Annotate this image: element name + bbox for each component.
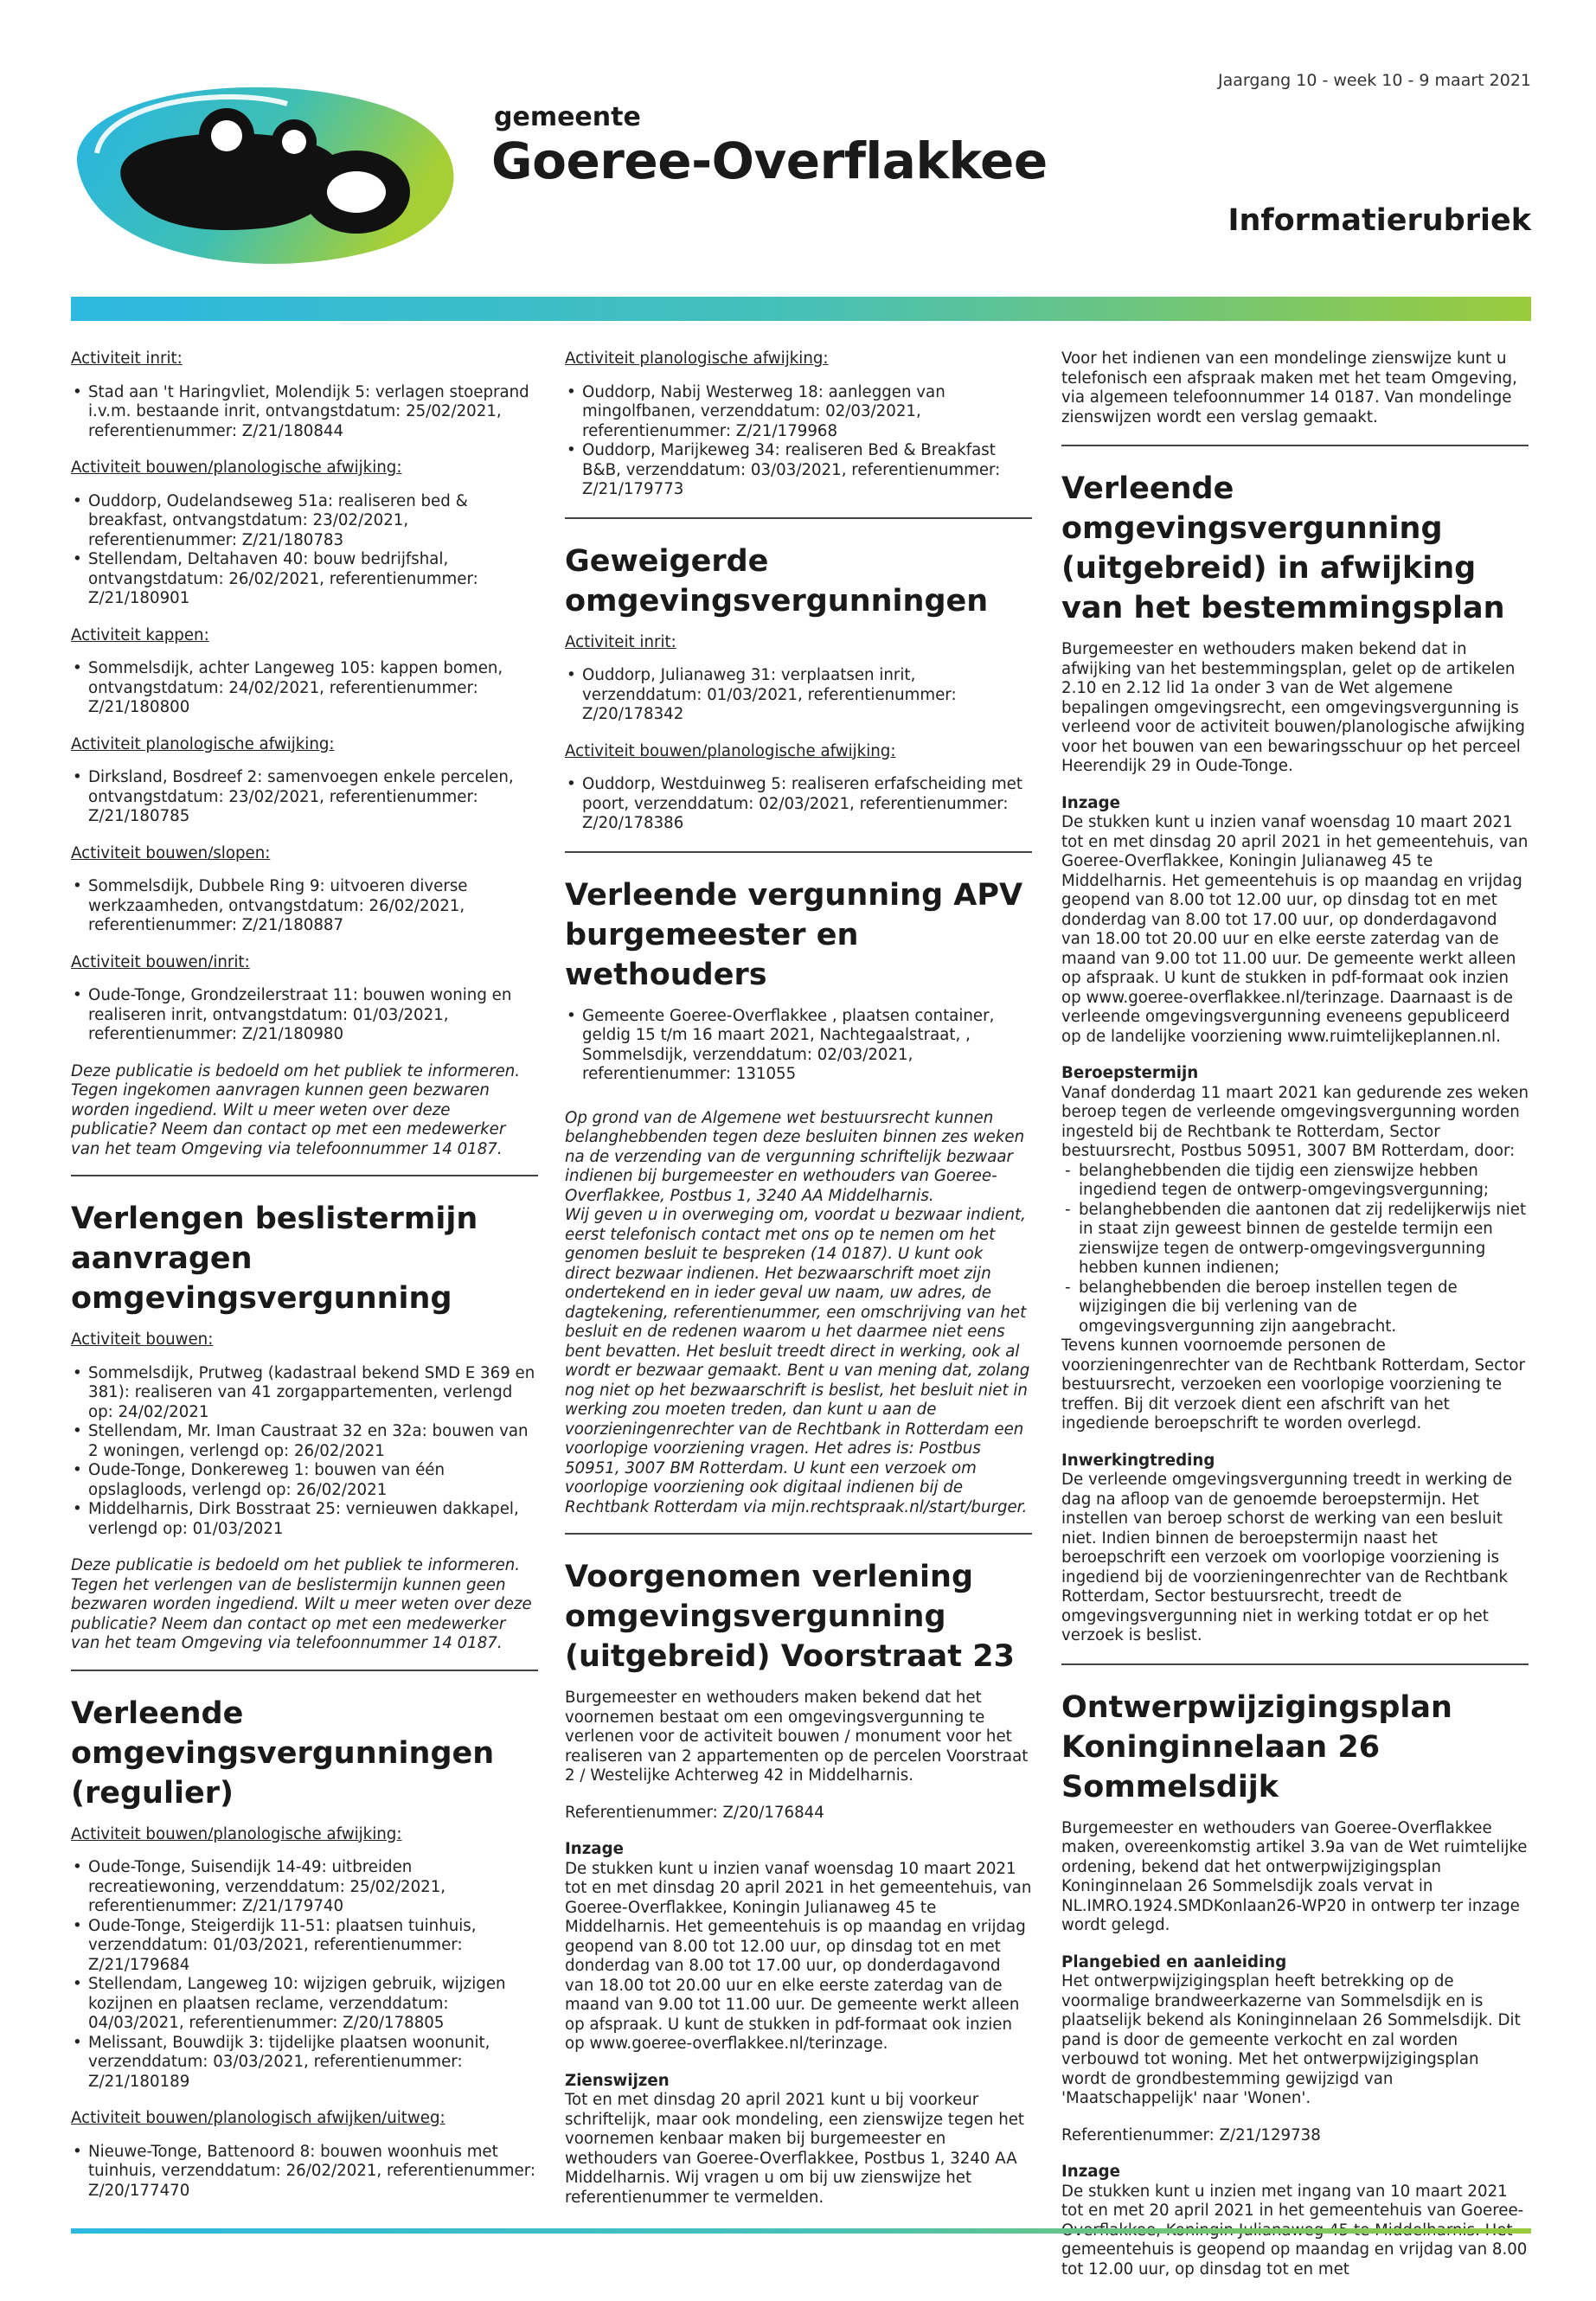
list-item: • Ouddorp, Nabij Westerweg 18: aanleggen van mingolfbanen, verzenddatum: 02/03/2021, referentienummer: Z/21/179968 — [565, 383, 1032, 442]
heading-voorgenomen: Voorgenomen verlening omgevingsvergunning (uitgebreid) Voorstraat 23 — [565, 1560, 1015, 1674]
divider — [71, 1670, 538, 1671]
activity-heading: Activiteit inrit: — [565, 632, 676, 651]
subheading: Inwerkingtreding — [1061, 1451, 1215, 1470]
list-item: • Ouddorp, Marijkeweg 34: realiseren Bed & Breakfast B&B, verzenddatum: 03/03/2021, referentienummer: Z/21/179773 — [565, 441, 1032, 500]
item-list — [71, 986, 538, 1045]
beroep-block — [1061, 1064, 1529, 1434]
info-note: Wij geven u in overweging om, voordat u bezwaar indient, eerst telefonisch contact met ons op te nemen om het genomen besluit te bespreken (14 0187). U kunt ook direct bezwaar indienen. Het bezwaarschrift moet zijn ondertekend en in ieder geval uw naam, uw adres, de dagtekening, referentienummer, een omschrijving van het besluit en de redenen waarom u het daarmee niet eens bent bevatten. Het besluit treedt direct in werking, ook al wordt er bezwaar gemaakt. Bent u van mening dat, zolang nog niet op het bezwaarschrift is beslist, het besluit niet in werking zou moeten treden, dan kunt u aan de voorzieningenrechter van de Rechtbank in Rotterdam een voorlopige voorziening vragen. Het adres is: Postbus 50951, 3007 BM Rotterdam. U kunt een verzoek om voorlopige voorziening ook digitaal indienen bij de Rechtbank Rotterdam via mijn.rechtspraak.nl/start/burger. — [565, 1206, 1030, 1516]
inzage-block — [565, 1840, 1032, 2054]
item-list — [71, 659, 538, 718]
list-item: - belanghebbenden die tijdig een zienswijze hebben ingediend tegen de ontwerp-omgevingsvergunning; — [1061, 1162, 1529, 1201]
paragraph: Burgemeester en wethouders maken bekend dat het voornemen bestaat om een omgevingsvergunning te verlenen voor de activiteit bouwen / monument voor het realiseren van 2 appartementen op de percelen Voorstraat 2 / Westelijke Achterweg 42 in Middelharnis. — [565, 1689, 1029, 1785]
heading-verlengen: Verlengen beslistermijn aanvragen omgevingsvergunning — [71, 1202, 478, 1316]
activity-heading: Activiteit kappen: — [71, 625, 209, 644]
item-list — [71, 2143, 538, 2202]
divider — [565, 1533, 1032, 1535]
column-2 — [565, 349, 1032, 2225]
paragraph: De stukken kunt u inzien vanaf woensdag 10 maart 2021 tot en met dinsdag 20 april 2021 in het gemeentehuis, van Goeree-Overflakkee, Koningin Julianaweg 45 te Middelharnis. Het gemeentehuis is op maandag en vrijdag geopend van 8.00 tot 12.00 uur, op dinsdag tot en met donderdag van 8.00 tot 17.00 uur, op donderdagavond van 18.00 tot 20.00 uur en elke eerste zaterdag van de maand van 9.00 tot 11.00 uur. De gemeente werkt alleen op afspraak. U kunt de stukken in pdf-formaat ook inzien op www.goeree-overflakkee.nl/terinzage. — [565, 1859, 1032, 2053]
municipality-logo — [71, 71, 486, 270]
paragraph: De verleende omgevingsvergunning treedt in werking de dag na afloop van de genoemde beroepstermijn. Het instellen van beroep schorst de werking van een besluit niet. Indien binnen de beroepstermijn naast het beroepschrift een verzoek om voorlopige voorziening is ingediend bij de voorzieningenrechter van de Rechtbank Rotterdam, Sector bestuursrecht, treedt de omgevingsvergunning niet in werking totdat er op het verzoek is beslist. — [1061, 1471, 1513, 1644]
list-item: • Sommelsdijk, achter Langeweg 105: kappen bomen, ontvangstdatum: 24/02/2021, referentienummer: Z/21/180800 — [71, 659, 538, 718]
plangebied-block — [1061, 1953, 1529, 2109]
info-note: Op grond van de Algemene wet bestuursrecht kunnen belanghebbenden tegen deze besluiten binnen zes weken na de verzending van de vergunning schriftelijk bezwaar indienen bij burgemeester en wethouders van Goeree-Overflakkee, Postbus 1, 3240 AA Middelharnis. — [565, 1108, 1025, 1205]
paragraph: Tot en met dinsdag 20 april 2021 kunt u bij voorkeur schriftelijk, maar ook mondeling, een zienswijze tegen het voornemen kenbaar maken bij burgemeester en wethouders van Goeree-Overflakkee, Postbus 1, 3240 AA Middelharnis. Wij vragen u om bij uw zienswijze het referentienummer te vermelden. — [565, 2091, 1025, 2207]
divider — [565, 851, 1032, 853]
brand-gemeente: gemeente — [494, 102, 641, 132]
activity-heading: Activiteit inrit: — [71, 349, 183, 368]
list-item: • Stellendam, Deltahaven 40: bouw bedrijfshal, ontvangstdatum: 26/02/2021, referentienummer: Z/21/180901 — [71, 550, 538, 609]
list-item: • Oude-Tonge, Donkereweg 1: bouwen van één opslagloods, verlengd op: 26/02/2021 — [71, 1461, 538, 1500]
activity-heading: Activiteit bouwen/planologische afwijking: — [71, 1824, 402, 1843]
section-label: Informatierubriek — [1227, 203, 1531, 238]
inzage-block — [1061, 794, 1529, 1048]
info-note: Deze publicatie is bedoeld om het publiek te informeren. Tegen het verlengen van de beslistermijn kunnen geen bezwaren worden ingediend. Wilt u meer weten over deze publicatie? Neem dan contact op met een medewerker van het team Omgeving via telefoonnummer 14 0187. — [71, 1556, 532, 1652]
list-item: - belanghebbenden die aantonen dat zij redelijkerwijs niet in staat zijn geweest binnen de gestelde termijn een zienswijze tegen de ontwerp-omgevingsvergunning hebben kunnen indienen; — [1061, 1201, 1529, 1279]
list-item: • Stellendam, Mr. Iman Caustraat 32 en 32a: bouwen van 2 woningen, verlengd op: 26/02/2021 — [71, 1422, 538, 1461]
item-list — [71, 877, 538, 936]
column-3 — [1061, 349, 1529, 2297]
activity-heading: Activiteit bouwen/slopen: — [71, 843, 271, 862]
info-note: Deze publicatie is bedoeld om het publiek te informeren. Tegen ingekomen aanvragen kunnen geen bezwaren worden ingediend. Wilt u meer weten over deze publicatie? Neem dan contact op met een medewerker van het team Omgeving via telefoonnummer 14 0187. — [71, 1061, 521, 1158]
item-list — [565, 1007, 1032, 1085]
subheading: Inzage — [1061, 793, 1120, 812]
subheading: Beroepstermijn — [1061, 1064, 1199, 1082]
heading-apv: Verleende vergunning APV burgemeester en wethouders — [565, 877, 1023, 992]
item-list — [71, 1858, 538, 2092]
inwerking-block — [1061, 1452, 1529, 1646]
activity-heading: Activiteit planologische afwijking: — [71, 734, 335, 753]
paragraph: Tevens kunnen voornoemde personen de voorzieningenrechter van de Rechtbank Rotterdam, Sector bestuursrecht, verzoeken een voorlopige voorziening te treffen. Bij dit verzoek dient een afschrift van het ingediende beroepschrift te worden overlegd. — [1061, 1336, 1525, 1433]
list-item: • Ouddorp, Westduinweg 5: realiseren erfafscheiding met poort, verzenddatum: 02/03/2021, referentienummer: Z/20/178386 — [565, 775, 1032, 834]
reference-number: Referentienummer: Z/20/176844 — [565, 1803, 824, 1822]
item-list — [71, 492, 538, 609]
activity-heading: Activiteit bouwen/inrit: — [71, 952, 250, 971]
list-item: • Middelharnis, Dirk Bosstraat 25: vernieuwen dakkapel, verlengd op: 01/03/2021 — [71, 1500, 538, 1539]
list-item: • Melissant, Bouwdijk 3: tijdelijke plaatsen woonunit, verzenddatum: 03/03/2021, referentienummer: Z/21/180189 — [71, 2034, 538, 2093]
paragraph: Voor het indienen van een mondelinge zienswijze kunt u telefonisch een afspraak maken met het team Omgeving, via algemeen telefoonnummer 14 0187. Van mondelinge zienswijzen wordt een verslag gemaakt. — [1061, 349, 1517, 426]
paragraph: Burgemeester en wethouders van Goeree-Overflakkee maken, overeenkomstig artikel 3.9a van de Wet ruimtelijke ordening, bekend dat het ontwerpwijzigingsplan Koninginnelaan 26 Sommelsdijk zoals vervat in NL.IMRO.1924.SMDKonlaan26-WP20 in ontwerp ter inzage wordt gelegd. — [1061, 1818, 1528, 1934]
list-item: • Ouddorp, Julianaweg 31: verplaatsen inrit, verzenddatum: 01/03/2021, referentienummer: Z/20/178342 — [565, 666, 1032, 725]
gradient-bar-top — [71, 297, 1531, 321]
item-list — [565, 666, 1032, 725]
list-item: • Gemeente Goeree-Overflakkee , plaatsen container, geldig 15 t/m 16 maart 2021, Nachtegaalstraat, , Sommelsdijk, verzenddatum: 02/03/2021, referentienummer: 131055 — [565, 1007, 1032, 1085]
list-item: • Oude-Tonge, Steigerdijk 11-51: plaatsen tuinhuis, verzenddatum: 01/03/2021, referentienummer: Z/21/179684 — [71, 1917, 538, 1976]
heading-uitgebreid: Verleende omgevingsvergunning (uitgebreid) in afwijking van het bestemmingsplan — [1061, 471, 1505, 625]
list-item: • Oude-Tonge, Suisendijk 14-49: uitbreiden recreatiewoning, verzenddatum: 25/02/2021, referentienummer: Z/21/179740 — [71, 1858, 538, 1917]
list-item: • Sommelsdijk, Prutweg (kadastraal bekend SMD E 369 en 381): realiseren van 41 zorgappartementen, verlengd op: 24/02/2021 — [71, 1364, 538, 1423]
item-list — [71, 383, 538, 442]
column-1 — [71, 349, 538, 2218]
divider — [565, 517, 1032, 519]
reference-number: Referentienummer: Z/21/129738 — [1061, 2125, 1321, 2144]
subheading: Inzage — [565, 1840, 624, 1858]
brand-title: Goeree-Overflakkee — [491, 131, 1048, 190]
list-item: • Oude-Tonge, Grondzeilerstraat 11: bouwen woning en realiseren inrit, ontvangstdatum: 01/03/2021, referentienummer: Z/21/180980 — [71, 986, 538, 1045]
paragraph: De stukken kunt u inzien met ingang van 10 maart 2021 tot en met 20 april 2021 in het gemeentehuis van Goeree- gemeentehuis is geopend op maandag en vrijdag van 8.00 tot 12.00 uur, op dinsdag tot en met — [1061, 2182, 1528, 2279]
zienswijzen-block — [565, 2072, 1032, 2208]
divider — [71, 1175, 538, 1176]
list-item: • Dirksland, Bosdreef 2: samenvoegen enkele percelen, ontvangstdatum: 23/02/2021, referentienummer: Z/21/180785 — [71, 768, 538, 827]
item-list — [71, 1364, 538, 1540]
paragraph: De stukken kunt u inzien vanaf woensdag 10 maart 2021 tot en met dinsdag 20 april 2021 in het gemeentehuis, van Goeree-Overflakkee, Koningin Julianaweg 45 te Middelharnis. Het gemeentehuis is op maandag en vrijdag geopend van 8.00 tot 12.00 uur, op dinsdag tot en met donderdag van 8.00 tot 17.00 uur, op donderdagavond van 18.00 tot 20.00 uur en elke eerste zaterdag van de maand van 9.00 tot 11.00 uur. De gemeente werkt alleen op afspraak. U kunt de stukken in pdf-formaat ook inzien op www.goeree-overflakkee.nl/terinzage. Daarnaast is de verleende omgevingsvergunning eveneens gepubliceerd op de landelijke voorziening www.ruimtelijkeplannen.nl. — [1061, 813, 1529, 1046]
issue-date: Jaargang 10 - week 10 - 9 maart 2021 — [1218, 71, 1531, 90]
gradient-bar-bottom — [71, 2228, 1531, 2234]
paragraph: Vanaf donderdag 11 maart 2021 kan gedurende zes weken beroep tegen de verleende omgevingsvergunning worden ingesteld bij de Rechtbank te Rotterdam, Sector bestuursrecht, Postbus 50951, 3007 BM Rotterdam, door: — [1061, 1083, 1529, 1160]
activity-heading: Activiteit bouwen/planologische afwijking: — [71, 458, 402, 477]
item-list — [565, 383, 1032, 500]
list-item: • Ouddorp, Oudelandseweg 51a: realiseren bed & breakfast, ontvangstdatum: 23/02/2021, referentienummer: Z/21/180783 — [71, 492, 538, 551]
activity-heading: Activiteit bouwen/planologisch afwijken/uitweg: — [71, 2109, 445, 2127]
inzage-block — [1061, 2163, 1529, 2279]
heading-geweigerd: Geweigerde omgevingsvergunningen — [565, 543, 989, 619]
list-item: • Stad aan 't Haringvliet, Molendijk 5: verlagen stoeprand i.v.m. bestaande inrit, ontvangstdatum: 25/02/2021, referentienummer: Z/21/180844 — [71, 383, 538, 442]
paragraph: Het ontwerpwijzigingsplan heeft betrekking op de voormalige brandweerkazerne van Sommelsdijk en is plaatselijk bekend als Koninginnelaan 26 Sommelsdijk. Dit pand is door de gemeente verkocht en zal worden verbouwd tot woning. Met het ontwerpwijzigingsplan wordt de grondbestemming gewijzigd van 'Maatschappelijk' naar 'Wonen'. — [1061, 1972, 1521, 2107]
divider — [1061, 445, 1529, 446]
dash-list — [1061, 1162, 1529, 1337]
heading-regulier: Verleende omgevingsvergunningen (regulier) — [71, 1695, 495, 1811]
list-item: • Nieuwe-Tonge, Battenoord 8: bouwen woonhuis met tuinhuis, verzenddatum: 26/02/2021, referentienummer: Z/20/177470 — [71, 2143, 538, 2202]
item-list — [71, 768, 538, 827]
heading-ontwerp: Ontwerpwijzigingsplan Koninginnelaan 26 Sommelsdijk — [1061, 1689, 1452, 1804]
activity-heading: Activiteit planologische afwijking: — [565, 349, 829, 368]
subheading: Inzage — [1061, 2163, 1120, 2181]
subheading: Plangebied en aanleiding — [1061, 1952, 1287, 1971]
activity-heading: Activiteit bouwen/planologische afwijking: — [565, 741, 896, 760]
divider — [1061, 1663, 1529, 1665]
list-item: - belanghebbenden die beroep instellen tegen de wijzigingen die bij verlening van de omgevingsvergunning zijn aangebracht. — [1061, 1279, 1529, 1337]
subheading: Zienswijzen — [565, 2071, 670, 2090]
activity-heading: Activiteit bouwen: — [71, 1330, 214, 1349]
paragraph: Burgemeester en wethouders maken bekend dat in afwijking van het bestemmingsplan, gelet op de artikelen 2.10 en 2.12 lid 1a onder 3 van de Wet algemene bepalingen omgevingsrecht, een omgevingsvergunning is verleend voor de activiteit bouwen/planologische afwijking voor het bouwen van een bewaringsschuur op het perceel Heerendijk 29 in Oude-Tonge. — [1061, 640, 1525, 775]
item-list — [565, 775, 1032, 834]
list-item: • Sommelsdijk, Dubbele Ring 9: uitvoeren diverse werkzaamheden, ontvangstdatum: 26/02/2021, referentienummer: Z/21/180887 — [71, 877, 538, 936]
list-item: • Stellendam, Langeweg 10: wijzigen gebruik, wijzigen kozijnen en plaatsen reclame, verzenddatum: 04/03/2021, referentienummer: Z/20/178805 — [71, 1975, 538, 2034]
